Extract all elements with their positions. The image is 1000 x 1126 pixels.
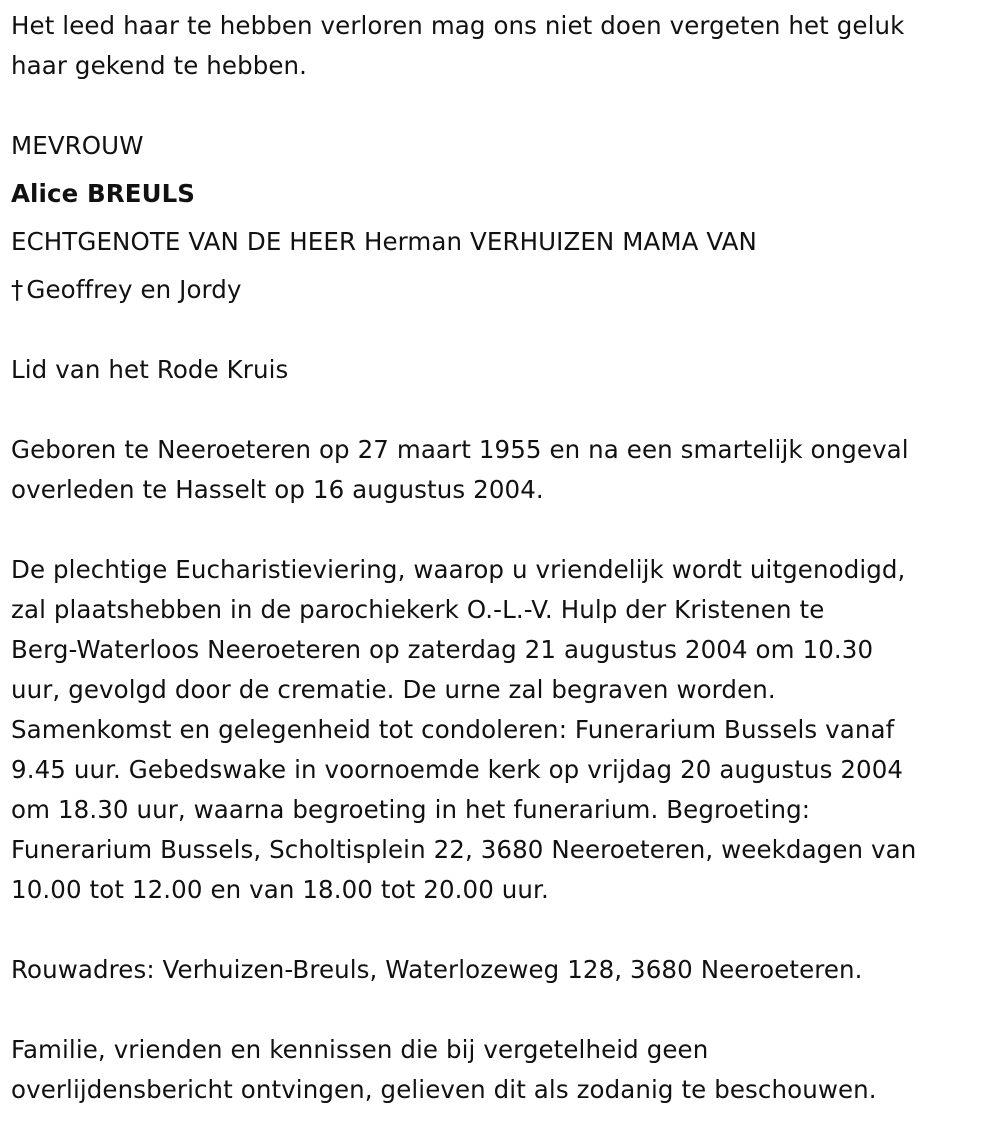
mourning-address: Rouwadres: Verhuizen-Breuls, Waterlozeweg 128, 3680 Neeroeteren. xyxy=(11,955,863,984)
ceremony-line: uur, gevolgd door de crematie. De urne zal begraven worden. xyxy=(11,675,776,704)
birth-death-line-2: overleden te Hasselt op 16 augustus 2004. xyxy=(11,475,544,504)
ceremony-line: Samenkomst en gelegenheid tot condoleren: Funerarium Bussels vanaf xyxy=(11,715,895,744)
ceremony-line: Funerarium Bussels, Scholtisplein 22, 3680 Neeroeteren, weekdagen van xyxy=(11,835,917,864)
children-names: Geoffrey en Jordy xyxy=(26,275,242,304)
birth-death-line-1: Geboren te Neeroeteren op 27 maart 1955 en na een smartelijk ongeval xyxy=(11,435,909,464)
ceremony-line: om 18.30 uur, waarna begroeting in het funerarium. Begroeting: xyxy=(11,795,811,824)
ceremony-line: 10.00 tot 12.00 en van 18.00 tot 20.00 uur. xyxy=(11,875,549,904)
intro-line-2: haar gekend te hebben. xyxy=(11,51,308,80)
ceremony-line: De plechtige Eucharistieviering, waarop u vriendelijk wordt uitgenodigd, xyxy=(11,555,906,584)
membership-line: Lid van het Rode Kruis xyxy=(11,355,289,384)
intro-quote xyxy=(11,6,986,86)
children-line xyxy=(11,270,242,310)
cross-icon: † xyxy=(11,275,24,304)
ceremony-line: Berg-Waterloos Neeroeteren op zaterdag 21 augustus 2004 om 10.30 xyxy=(11,635,874,664)
intro-line-1: Het leed haar te hebben verloren mag ons niet doen vergeten het geluk xyxy=(11,11,905,40)
ceremony-paragraph xyxy=(11,550,986,910)
family-note-line-1: Familie, vrienden en kennissen die bij vergetelheid geen xyxy=(11,1035,709,1064)
family-note-paragraph xyxy=(11,1030,986,1110)
honorific-title: MEVROUW xyxy=(11,131,144,160)
family-note-line-2: overlijdensbericht ontvingen, gelieven dit als zodanig te beschouwen. xyxy=(11,1075,877,1104)
birth-death-paragraph xyxy=(11,430,986,510)
ceremony-line: 9.45 uur. Gebedswake in voornoemde kerk op vrijdag 20 augustus 2004 xyxy=(11,755,904,784)
spouse-line: ECHTGENOTE VAN DE HEER Herman VERHUIZEN MAMA VAN xyxy=(11,227,757,256)
deceased-name: Alice BREULS xyxy=(11,179,196,208)
ceremony-line: zal plaatshebben in de parochiekerk O.-L.-V. Hulp der Kristenen te xyxy=(11,595,825,624)
